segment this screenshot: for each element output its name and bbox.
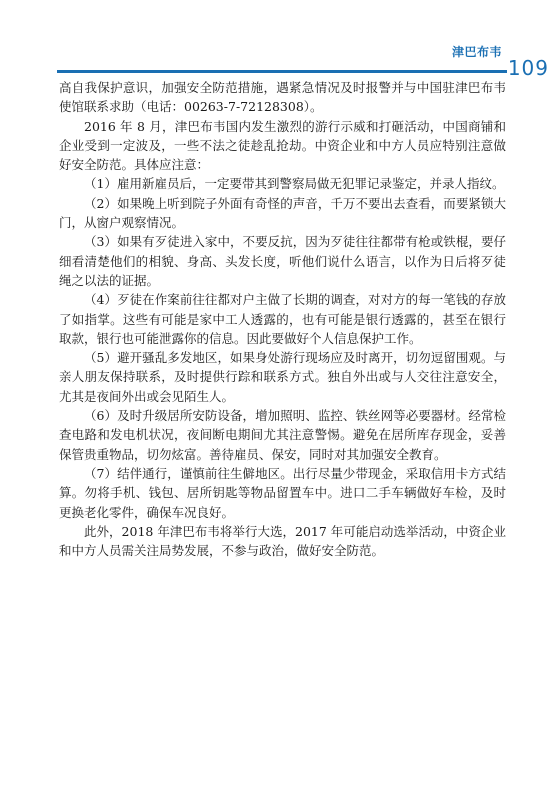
paragraph-item-7: （7）结伴通行，谨慎前往生僻地区。出行尽量少带现金，采取信用卡方式结算。勿将手机、钱包、居所钥匙等物品留置车中。进口二手车辆做好车检，及时更换老化零件，确保车况良好。 — [59, 465, 506, 520]
paragraph-item-6: （6）及时升级居所安防设备，增加照明、监控、铁丝网等必要器材。经常检查电路和发电机状况，夜间断电期间尤其注意警惕。避免在居所库存现金，妥善保管贵重物品，切勿炫富。善待雇员、保安，同时对其加强安全教育。 — [59, 408, 506, 462]
paragraph-continued: 高自我保护意识，加强安全防范措施，遇紧急情况及时报警并与中国驻津巴布韦使馆联系求助（电话：00263-7-72128308）。 — [59, 80, 506, 115]
paragraph-intro: 2016 年 8 月，津巴布韦国内发生激烈的游行示威和打砸活动，中国商铺和企业受到一定波及，一些不法之徒趁乱抢劫。中资企业和中方人员应特别注意做好安全防范。具体应注意： — [59, 118, 506, 173]
body-text — [59, 78, 506, 560]
paragraph-closing: 此外，2018 年津巴布韦将举行大选，2017 年可能启动选举活动，中资企业和中方人员需关注局势发展，不参与政治，做好安全防范。 — [59, 523, 506, 559]
paragraph-item-4: （4）歹徒在作案前往往都对户主做了长期的调查，对对方的每一笔钱的存放了如指掌。这些有可能是家中工人透露的，也有可能是银行透露的，甚至在银行取款，银行也可能泄露你的信息。因此要做好个人信息保护工作。 — [59, 292, 506, 346]
running-header-title: 津巴布韦 — [451, 45, 502, 59]
paragraph-item-1: （1）雇用新雇员后，一定要带其到警察局做无犯罪记录鉴定，并录人指纹。 — [84, 176, 505, 192]
paragraph-item-5: （5）避开骚乱多发地区，如果身处游行现场应及时离开，切勿逗留围观。与亲人朋友保持联系，及时提供行踪和联系方式。独自外出或与人交往注意安全，尤其是夜间外出或会见陌生人。 — [59, 350, 506, 404]
paragraph-item-2: （2）如果晚上听到院子外面有奇怪的声音，千万不要出去查看，而要紧锁大门，从窗户观察情况。 — [59, 195, 506, 231]
paragraph-item-3: （3）如果有歹徒进入家中，不要反抗，因为歹徒往往都带有枪或铁棍，要仔细看清楚他们的相貌、身高、头发长度，听他们说什么语言，以作为日后将歹徒绳之以法的证据。 — [59, 234, 506, 288]
header-divider — [57, 70, 507, 73]
page-number: 109 — [507, 56, 549, 80]
